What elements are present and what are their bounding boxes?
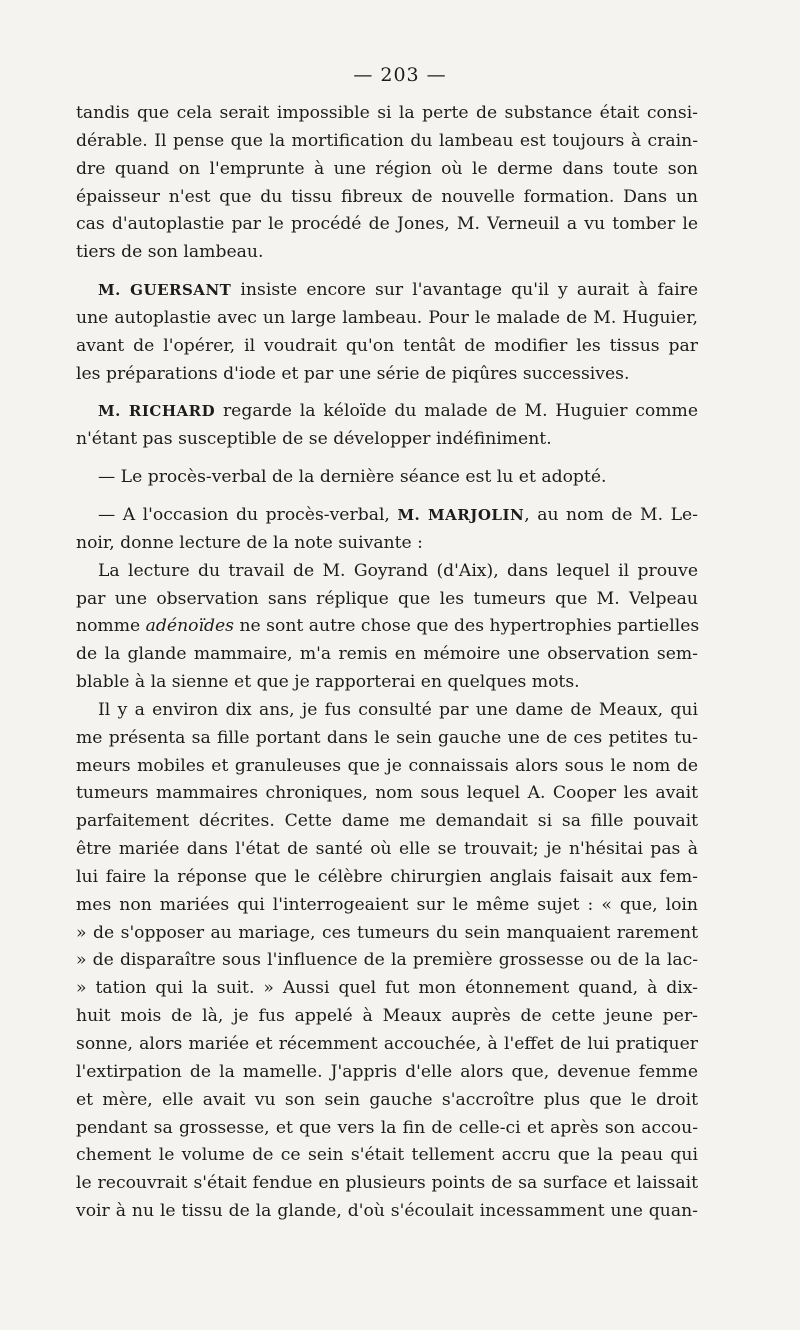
text-line [76, 1170, 698, 1198]
text-line [76, 1087, 698, 1115]
line-text: avant de l'opérer, il voudrait qu'on tentât de modifier les tissus par [76, 335, 698, 356]
text-line [76, 128, 698, 156]
text-line [76, 725, 698, 753]
text-line [76, 1198, 698, 1226]
speaker-name: M. GUERSANT [98, 281, 232, 300]
text-line [76, 864, 698, 892]
line-text: de la glande mammaire, m'a remis en mémoire une observation sem- [76, 644, 698, 665]
text-line [76, 892, 698, 920]
line-text: dérable. Il pense que la mortification du lambeau est toujours à crain- [76, 130, 698, 151]
text-line [76, 669, 698, 697]
line-text: tumeurs mammaires chroniques, nom sous lequel A. Cooper les avait [76, 783, 698, 804]
line-text: épaisseur n'est que du tissu fibreux de nouvelle formation. Dans un [76, 186, 698, 207]
text-line [76, 156, 698, 184]
line-text: » de s'opposer au mariage, ces tumeurs du sein manquaient rarement [76, 922, 698, 943]
text-line [76, 530, 698, 558]
text-line [76, 1142, 698, 1170]
line-text: — A l'occasion du procès-verbal, [98, 504, 398, 525]
italic-term: adénoïdes [145, 616, 234, 637]
line-text: une autoplastie avec un large lambeau. Pour le malade de M. Huguier, [76, 307, 698, 328]
text-line [76, 586, 698, 614]
line-text: sonne, alors mariée et récemment accouchée, à l'effet de lui pratiquer [76, 1034, 698, 1054]
line-text: huit mois de là, je fus appelé à Meaux auprès de cette jeune per- [76, 1006, 698, 1027]
speaker-name: M. MARJOLIN [397, 505, 525, 524]
text-line [76, 697, 698, 725]
line-text: La lecture du travail de M. Goyrand (d'Aix), dans lequel il prouve [98, 560, 698, 581]
line-text: — Le procès-verbal de la dernière séance est lu et adopté. [98, 467, 607, 488]
text-line [76, 502, 698, 530]
text-line [76, 947, 698, 975]
text-line [76, 464, 698, 492]
text-line [76, 613, 698, 641]
text-line [76, 808, 698, 836]
line-text: n'étant pas susceptible de se développer indéfiniment. [76, 429, 552, 450]
text-line [76, 333, 698, 361]
text-line [76, 361, 698, 389]
line-text: l'extirpation de la mamelle. J'appris d'elle alors que, devenue femme [76, 1061, 698, 1082]
line-text: chement le volume de ce sein s'était tellement accru que la peau qui [76, 1145, 698, 1166]
line-text: blable à la sienne et que je rapporterai en quelques mots. [76, 672, 580, 693]
line-text: , au nom de M. Le- [524, 504, 698, 525]
speaker-name: M. RICHARD [98, 402, 216, 421]
line-text: cas d'autoplastie par le procédé de Jones, M. Verneuil a vu tomber le [76, 214, 698, 235]
line-text: le recouvrait s'était fendue en plusieurs points de sa surface et laissait [76, 1173, 698, 1194]
line-text: être mariée dans l'état de santé où elle se trouvait; je n'hésitai pas à [76, 839, 698, 860]
text-line [76, 780, 698, 808]
line-text: et mère, elle avait vu son sein gauche s'accroître plus que le droit [76, 1089, 698, 1110]
line-text: » tation qui la suit. » Aussi quel fut mon étonnement quand, à dix- [76, 978, 698, 999]
line-text: tandis que cela serait impossible si la perte de substance était consi- [76, 103, 698, 123]
line-text: » de disparaître sous l'influence de la première grossesse ou de la lac- [76, 950, 698, 971]
line-text: noir, donne lecture de la note suivante : [76, 532, 423, 553]
line-text: insiste encore sur l'avantage qu'il y aurait à faire [231, 280, 698, 301]
text-line [76, 920, 698, 948]
line-text: tiers de son lambeau. [76, 242, 264, 263]
text-line [76, 398, 698, 426]
text-line [76, 753, 698, 781]
line-text: voir à nu le tissu de la glande, d'où s'écoulait incessamment une quan- [76, 1201, 698, 1222]
text-line [76, 1031, 698, 1059]
line-text: ne sont autre chose que des hypertrophies partielles [234, 616, 700, 637]
line-text: les préparations d'iode et par une série de piqûres successives. [76, 363, 630, 384]
line-text: pendant sa grossesse, et que vers la fin de celle-ci et après son accou- [76, 1117, 698, 1138]
text-line [76, 277, 698, 305]
line-text: mes non mariées qui l'interrogeaient sur le même sujet : « que, loin [76, 894, 698, 915]
text-line [76, 558, 698, 586]
line-text: lui faire la réponse que le célèbre chirurgien anglais faisait aux fem- [76, 866, 698, 887]
text-line [76, 184, 698, 212]
line-text: parfaitement décrites. Cette dame me demandait si sa fille pouvait [76, 811, 698, 832]
body-text [76, 100, 698, 1226]
text-line [76, 239, 698, 267]
line-text: me présenta sa fille portant dans le sein gauche une de ces petites tu- [76, 727, 698, 748]
text-line [76, 1059, 698, 1087]
text-line [76, 836, 698, 864]
text-line [76, 100, 698, 128]
line-text: meurs mobiles et granuleuses que je connaissais alors sous le nom de [76, 755, 698, 776]
page-number: — 203 — [353, 64, 447, 86]
text-line [76, 305, 698, 333]
line-text: dre quand on l'emprunte à une région où le derme dans toute son [76, 158, 698, 179]
text-line [76, 641, 698, 669]
text-line [76, 1115, 698, 1143]
text-line [76, 426, 698, 454]
text-line [76, 1003, 698, 1031]
line-text: par une observation sans réplique que les tumeurs que M. Velpeau [76, 588, 698, 609]
text-line [76, 211, 698, 239]
line-text: Il y a environ dix ans, je fus consulté par une dame de Meaux, qui [98, 699, 698, 720]
line-text: nomme [76, 616, 146, 637]
line-text: regarde la kéloïde du malade de M. Huguier comme [215, 401, 698, 422]
text-line [76, 975, 698, 1003]
